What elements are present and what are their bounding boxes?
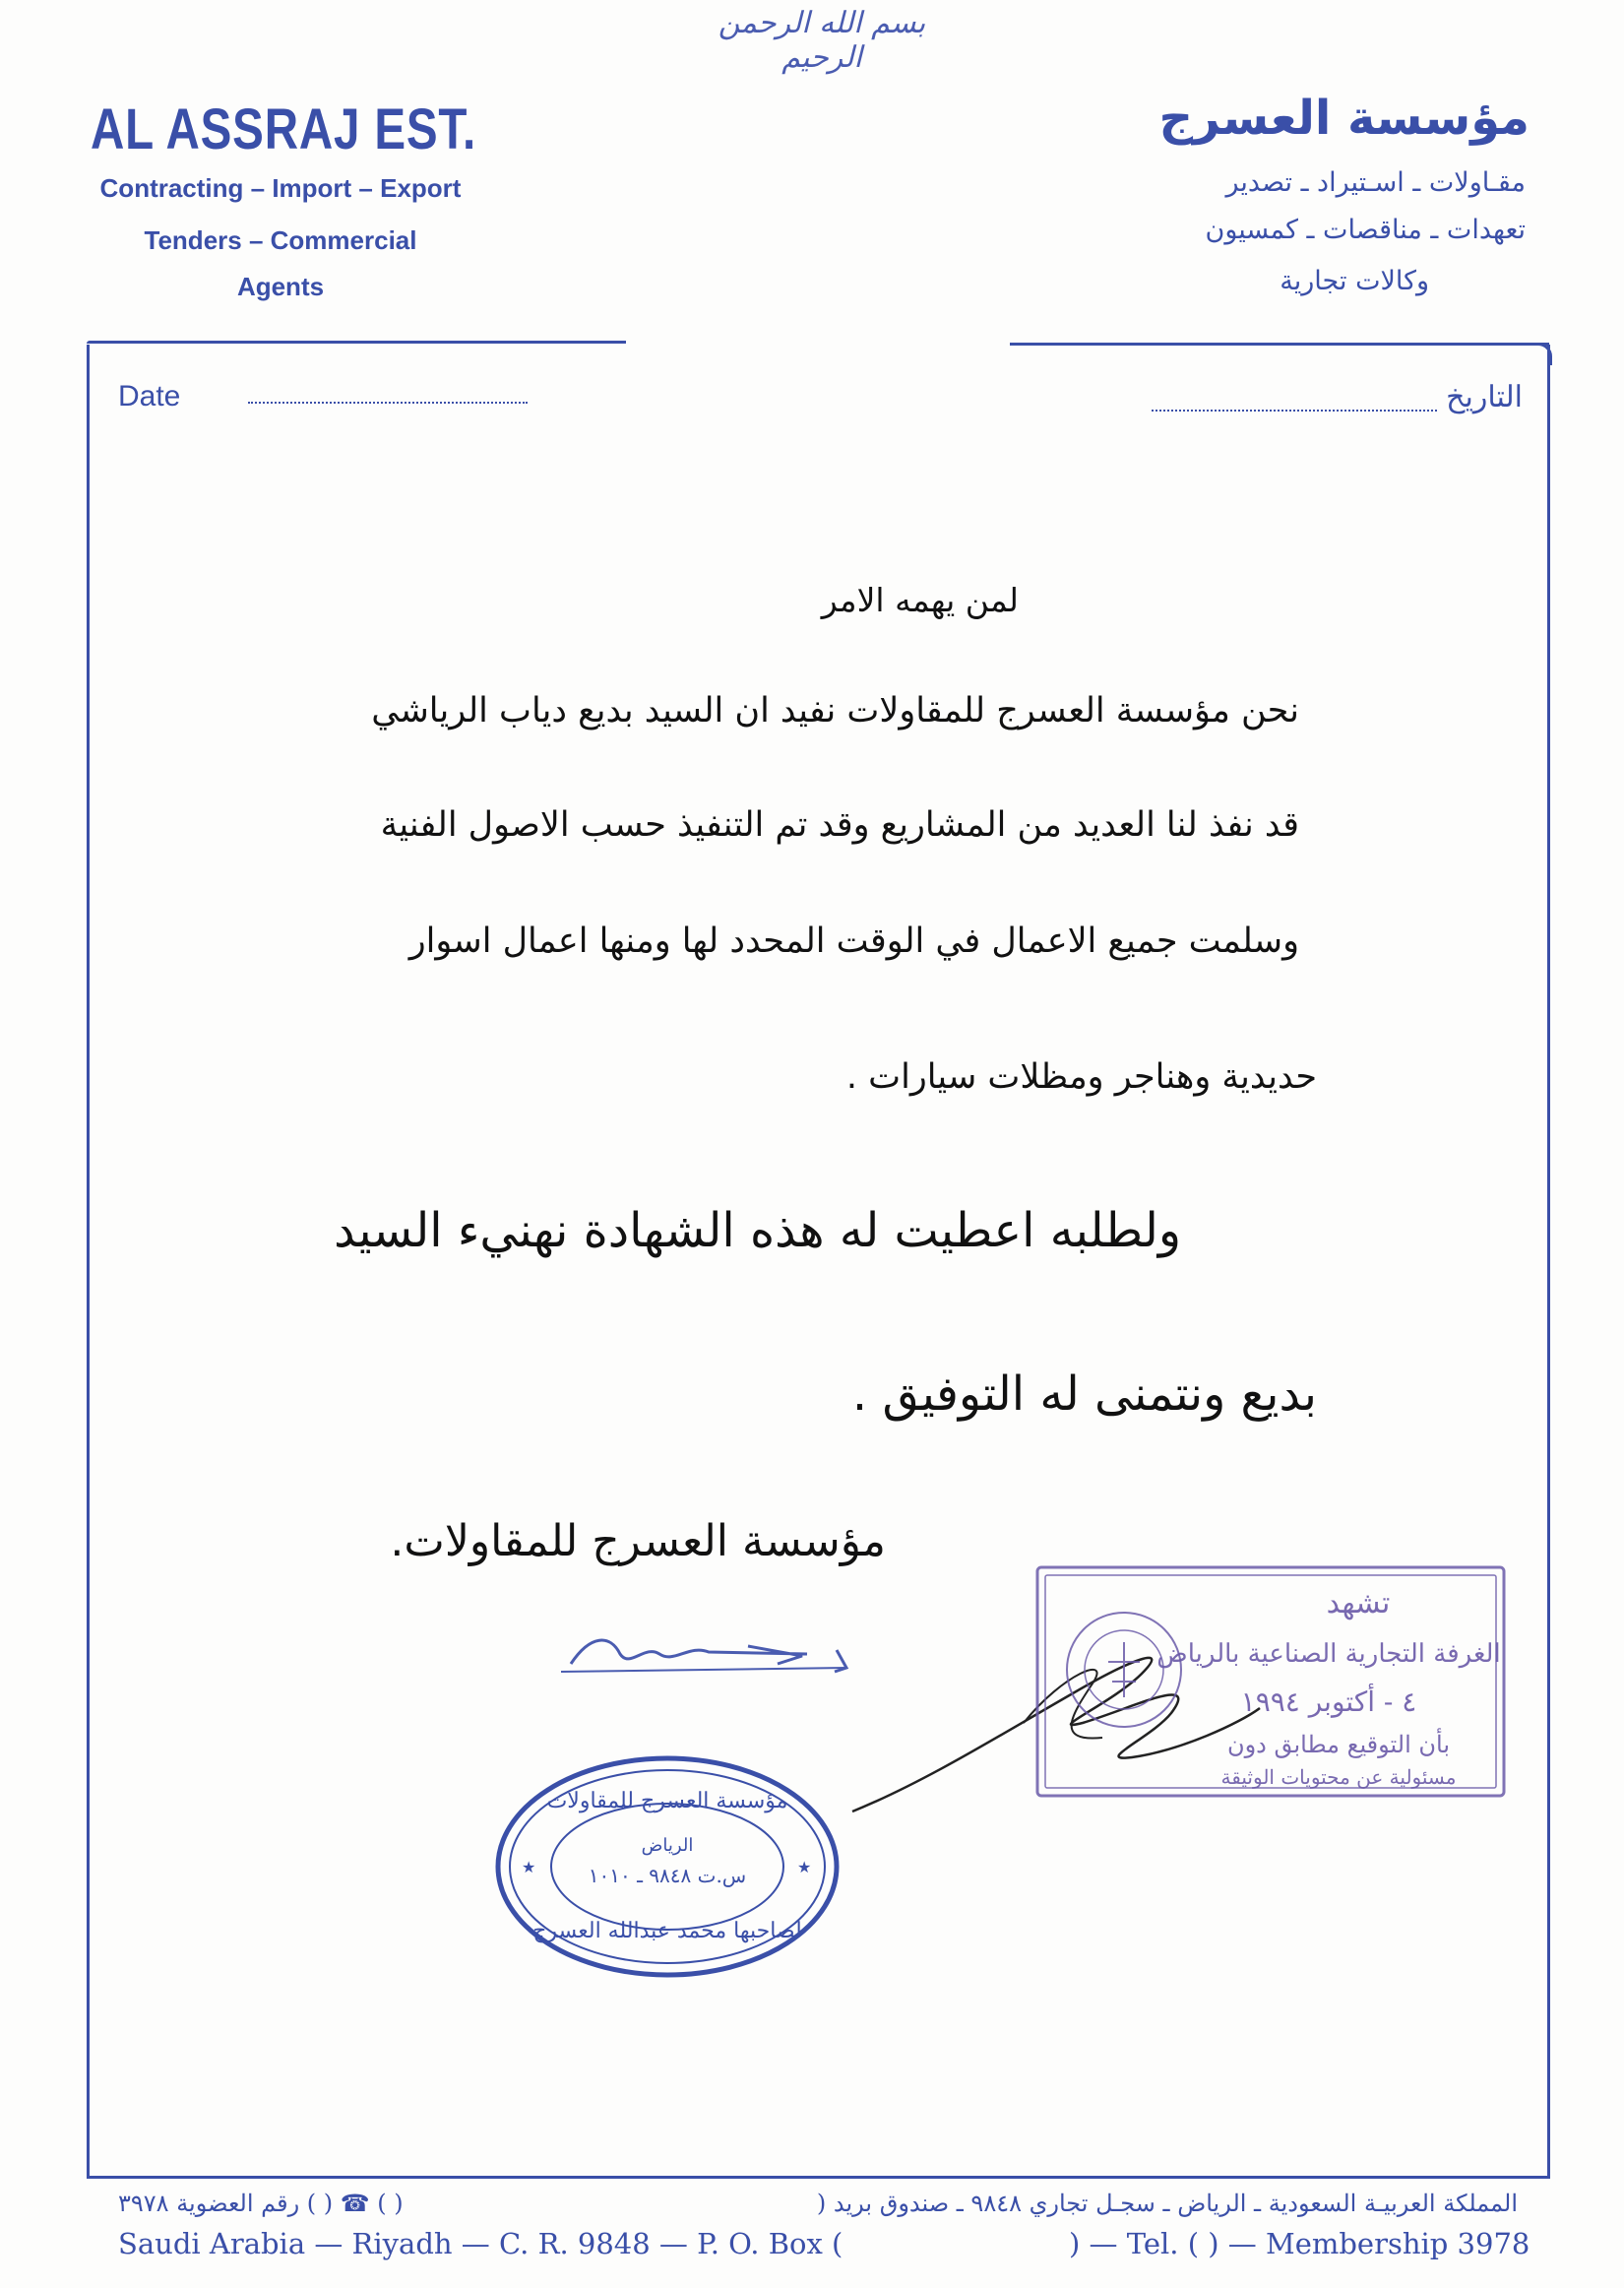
frame-left bbox=[87, 345, 90, 2178]
svg-text:★: ★ bbox=[797, 1858, 812, 1876]
date-field-en[interactable] bbox=[248, 402, 528, 404]
closing-line-2: بديع ونتمنى له التوفيق . bbox=[851, 1366, 1317, 1422]
footer-address-en: Saudi Arabia — Riyadh — C. R. 9848 — P. O. Box ( bbox=[118, 2227, 843, 2260]
chamber-stamp-line-2: الغرفة التجارية الصناعية بالرياض bbox=[1156, 1639, 1501, 1669]
letter-line-4: حديدية وهناجر ومظلات سيارات . bbox=[845, 1057, 1317, 1097]
letter-line-3: وسلمت جميع الاعمال في الوقت المحدد لها ومنها اعمال اسوار bbox=[408, 922, 1299, 961]
signatory-name: مؤسسة العسرج للمقاولات. bbox=[390, 1516, 886, 1566]
chamber-stamp-line-1: تشهد bbox=[1326, 1586, 1391, 1621]
svg-text:★: ★ bbox=[522, 1858, 536, 1876]
frame-right bbox=[1547, 345, 1550, 2178]
initial-signature bbox=[551, 1624, 876, 1684]
frame-top-left bbox=[87, 341, 626, 344]
salutation: لمن يهمه الامر bbox=[821, 581, 1019, 619]
activities-ar-line-1: مقـاولات ـ اسـتيراد ـ تصدير bbox=[1225, 167, 1526, 198]
date-label-ar: التاريخ bbox=[1446, 380, 1523, 414]
activities-en-line-1: Contracting – Import – Export bbox=[99, 173, 462, 203]
company-seal bbox=[492, 1752, 843, 1981]
chamber-stamp-line-4: بأن التوقيع مطابق دون bbox=[1226, 1731, 1451, 1758]
activities-en-line-3: Agents bbox=[236, 272, 325, 301]
chamber-of-commerce-stamp bbox=[1033, 1563, 1508, 1800]
activities-ar-line-3: وكالات تجارية bbox=[1280, 266, 1429, 296]
company-seal-line-3: س.ت ٩٨٤٨ ـ ١٠١٠ bbox=[588, 1864, 747, 1887]
footer-contact-en: ) — Tel. ( ) — Membership 3978 bbox=[1069, 2227, 1530, 2260]
frame-bottom bbox=[87, 2176, 1550, 2179]
footer-contact-ar: ( ) ☎ ( ) رقم العضوية ٣٩٧٨ bbox=[118, 2190, 404, 2217]
company-seal-line-2: الرياض bbox=[641, 1835, 694, 1856]
letter-line-2: قد نفذ لنا العديد من المشاريع وقد تم التنفيذ حسب الاصول الفنية bbox=[380, 805, 1299, 845]
footer-address-ar: المملكة العربيـة السعودية ـ الرياض ـ سجـل تجاري ٩٨٤٨ ـ صندوق بريد ( bbox=[816, 2190, 1518, 2217]
date-field-ar[interactable] bbox=[1152, 410, 1437, 412]
closing-line-1: ولطلبه اعطيت له هذه الشهادة نهنيء السيد bbox=[334, 1203, 1181, 1258]
frame-top-right bbox=[1010, 343, 1549, 346]
company-seal-line-4: لصاحبها محمد عبدالله العسرج bbox=[532, 1919, 802, 1943]
chamber-stamp-line-3: ٤ - أكتوبر ١٩٩٤ bbox=[1240, 1685, 1417, 1718]
company-seal-line-1: مؤسسة العسرج للمقاولات bbox=[546, 1789, 788, 1813]
company-name-en: AL ASSRAJ EST. bbox=[91, 97, 477, 161]
basmala: بسم الله الرحمن الرحيم bbox=[718, 6, 926, 75]
activities-en-line-2: Tenders – Commercial bbox=[144, 225, 417, 255]
company-name-ar: مؤسسة العسرج bbox=[1158, 91, 1530, 146]
chamber-stamp-line-5: مسئولية عن محتويات الوثيقة bbox=[1220, 1765, 1457, 1789]
letter-line-1: نحن مؤسسة العسرج للمقاولات نفيد ان السيد بديع دياب الرياشي bbox=[371, 691, 1299, 731]
date-label-en: Date bbox=[118, 380, 181, 413]
activities-ar-line-2: تعهدات ـ مناقصات ـ كمسيون bbox=[1205, 215, 1526, 245]
